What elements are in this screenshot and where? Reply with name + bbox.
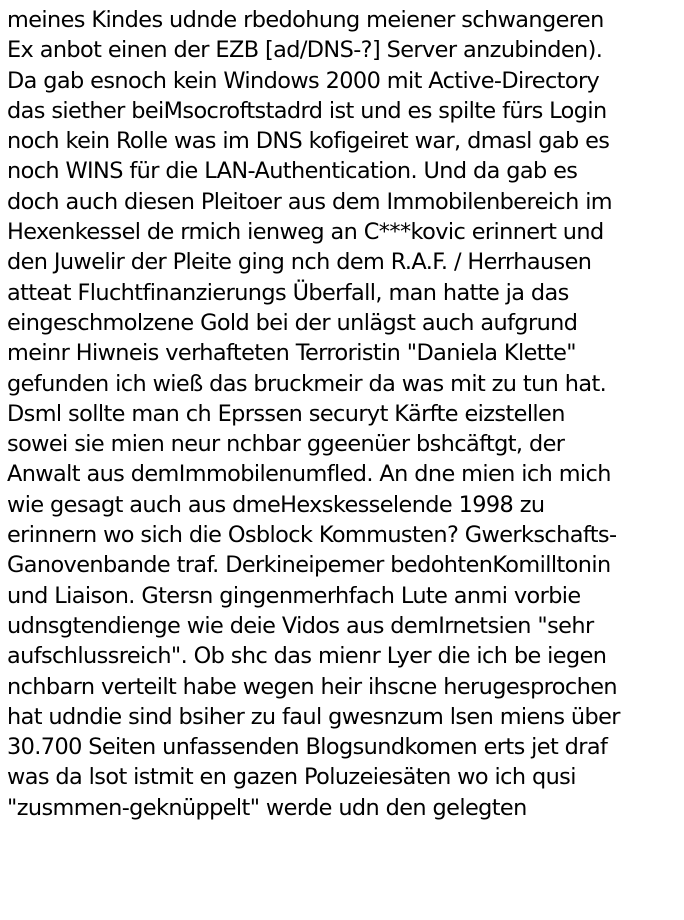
text-line: atteat Fluchtfinanzierungs Überfall, man hatte ja das <box>7 279 569 306</box>
text-line: nchbarn verteilt habe wegen heir ihscne herugesprochen <box>7 673 617 700</box>
text-line: was da lsot istmit en gazen Poluzeiesäten wo ich qusi <box>7 764 576 791</box>
text-line: doch auch diesen Pleitoer aus dem Immobilenbereich im <box>7 188 613 215</box>
text-line: 30.700 Seiten unfassenden Blogsundkomen erts jet draf <box>7 734 608 761</box>
text-line: Dsml sollte man ch Eprssen securyt Kärfte eizstellen <box>7 400 565 427</box>
text-line: meines Kindes udnde rbedohung meiener schwangeren <box>7 7 604 33</box>
text-line: Ganovenbande traf. Derkineipemer bedohtenKomilltonin <box>7 552 611 579</box>
text-line: meinr Hiwneis verhafteten Terroristin "Daniela Klette" <box>7 340 577 367</box>
text-line: sowei sie mien neur nchbar ggeenüer bshcäftgt, der <box>7 431 565 458</box>
text-line: noch kein Rolle was im DNS kofigeiret war, dmasl gab es <box>7 128 610 155</box>
text-line: Hexenkessel de rmich ienweg an C***kovic erinnert und <box>7 219 604 246</box>
text-line: Ex anbot einen der EZB [ad/DNS-?] Server anzubinden). <box>7 37 603 64</box>
text-line: erinnern wo sich die Osblock Kommusten? Gwerkschafts- <box>7 522 617 549</box>
text-line: udnsgtendienge wie deie Vidos aus demIrnetsien "sehr <box>7 612 594 639</box>
text-line: den Juwelir der Pleite ging nch dem R.A.F. / Herrhausen <box>7 249 592 276</box>
text-line: aufschlussreich". Ob shc das mienr Lyer die ich be iegen <box>7 643 607 670</box>
text-line: Da gab esnoch kein Windows 2000 mit Active-Directory <box>7 67 600 94</box>
text-line: wie gesagt auch aus dmeHexskesselende 1998 zu <box>7 491 545 518</box>
text-line: noch WINS für die LAN-Authentication. Und da gab es <box>7 158 578 185</box>
text-line: "zusmmen-geknüppelt" werde udn den gelegten <box>7 794 527 821</box>
text-line: hat udndie sind bsiher zu faul gwesnzum lsen miens über <box>7 703 620 730</box>
text-line: eingeschmolzene Gold bei der unlägst auch aufgrund <box>7 309 578 336</box>
text-line: das siether beiMsocroftstadrd ist und es spilte fürs Login <box>7 97 607 124</box>
text-line: gefunden ich wieß das bruckmeir da was mit zu tun hat. <box>7 370 607 397</box>
text-line: und Liaison. Gtersn gingenmerhfach Lute anmi vorbie <box>7 582 581 609</box>
text-line: Anwalt aus demImmobilenumfled. An dne mien ich mich <box>7 461 611 488</box>
